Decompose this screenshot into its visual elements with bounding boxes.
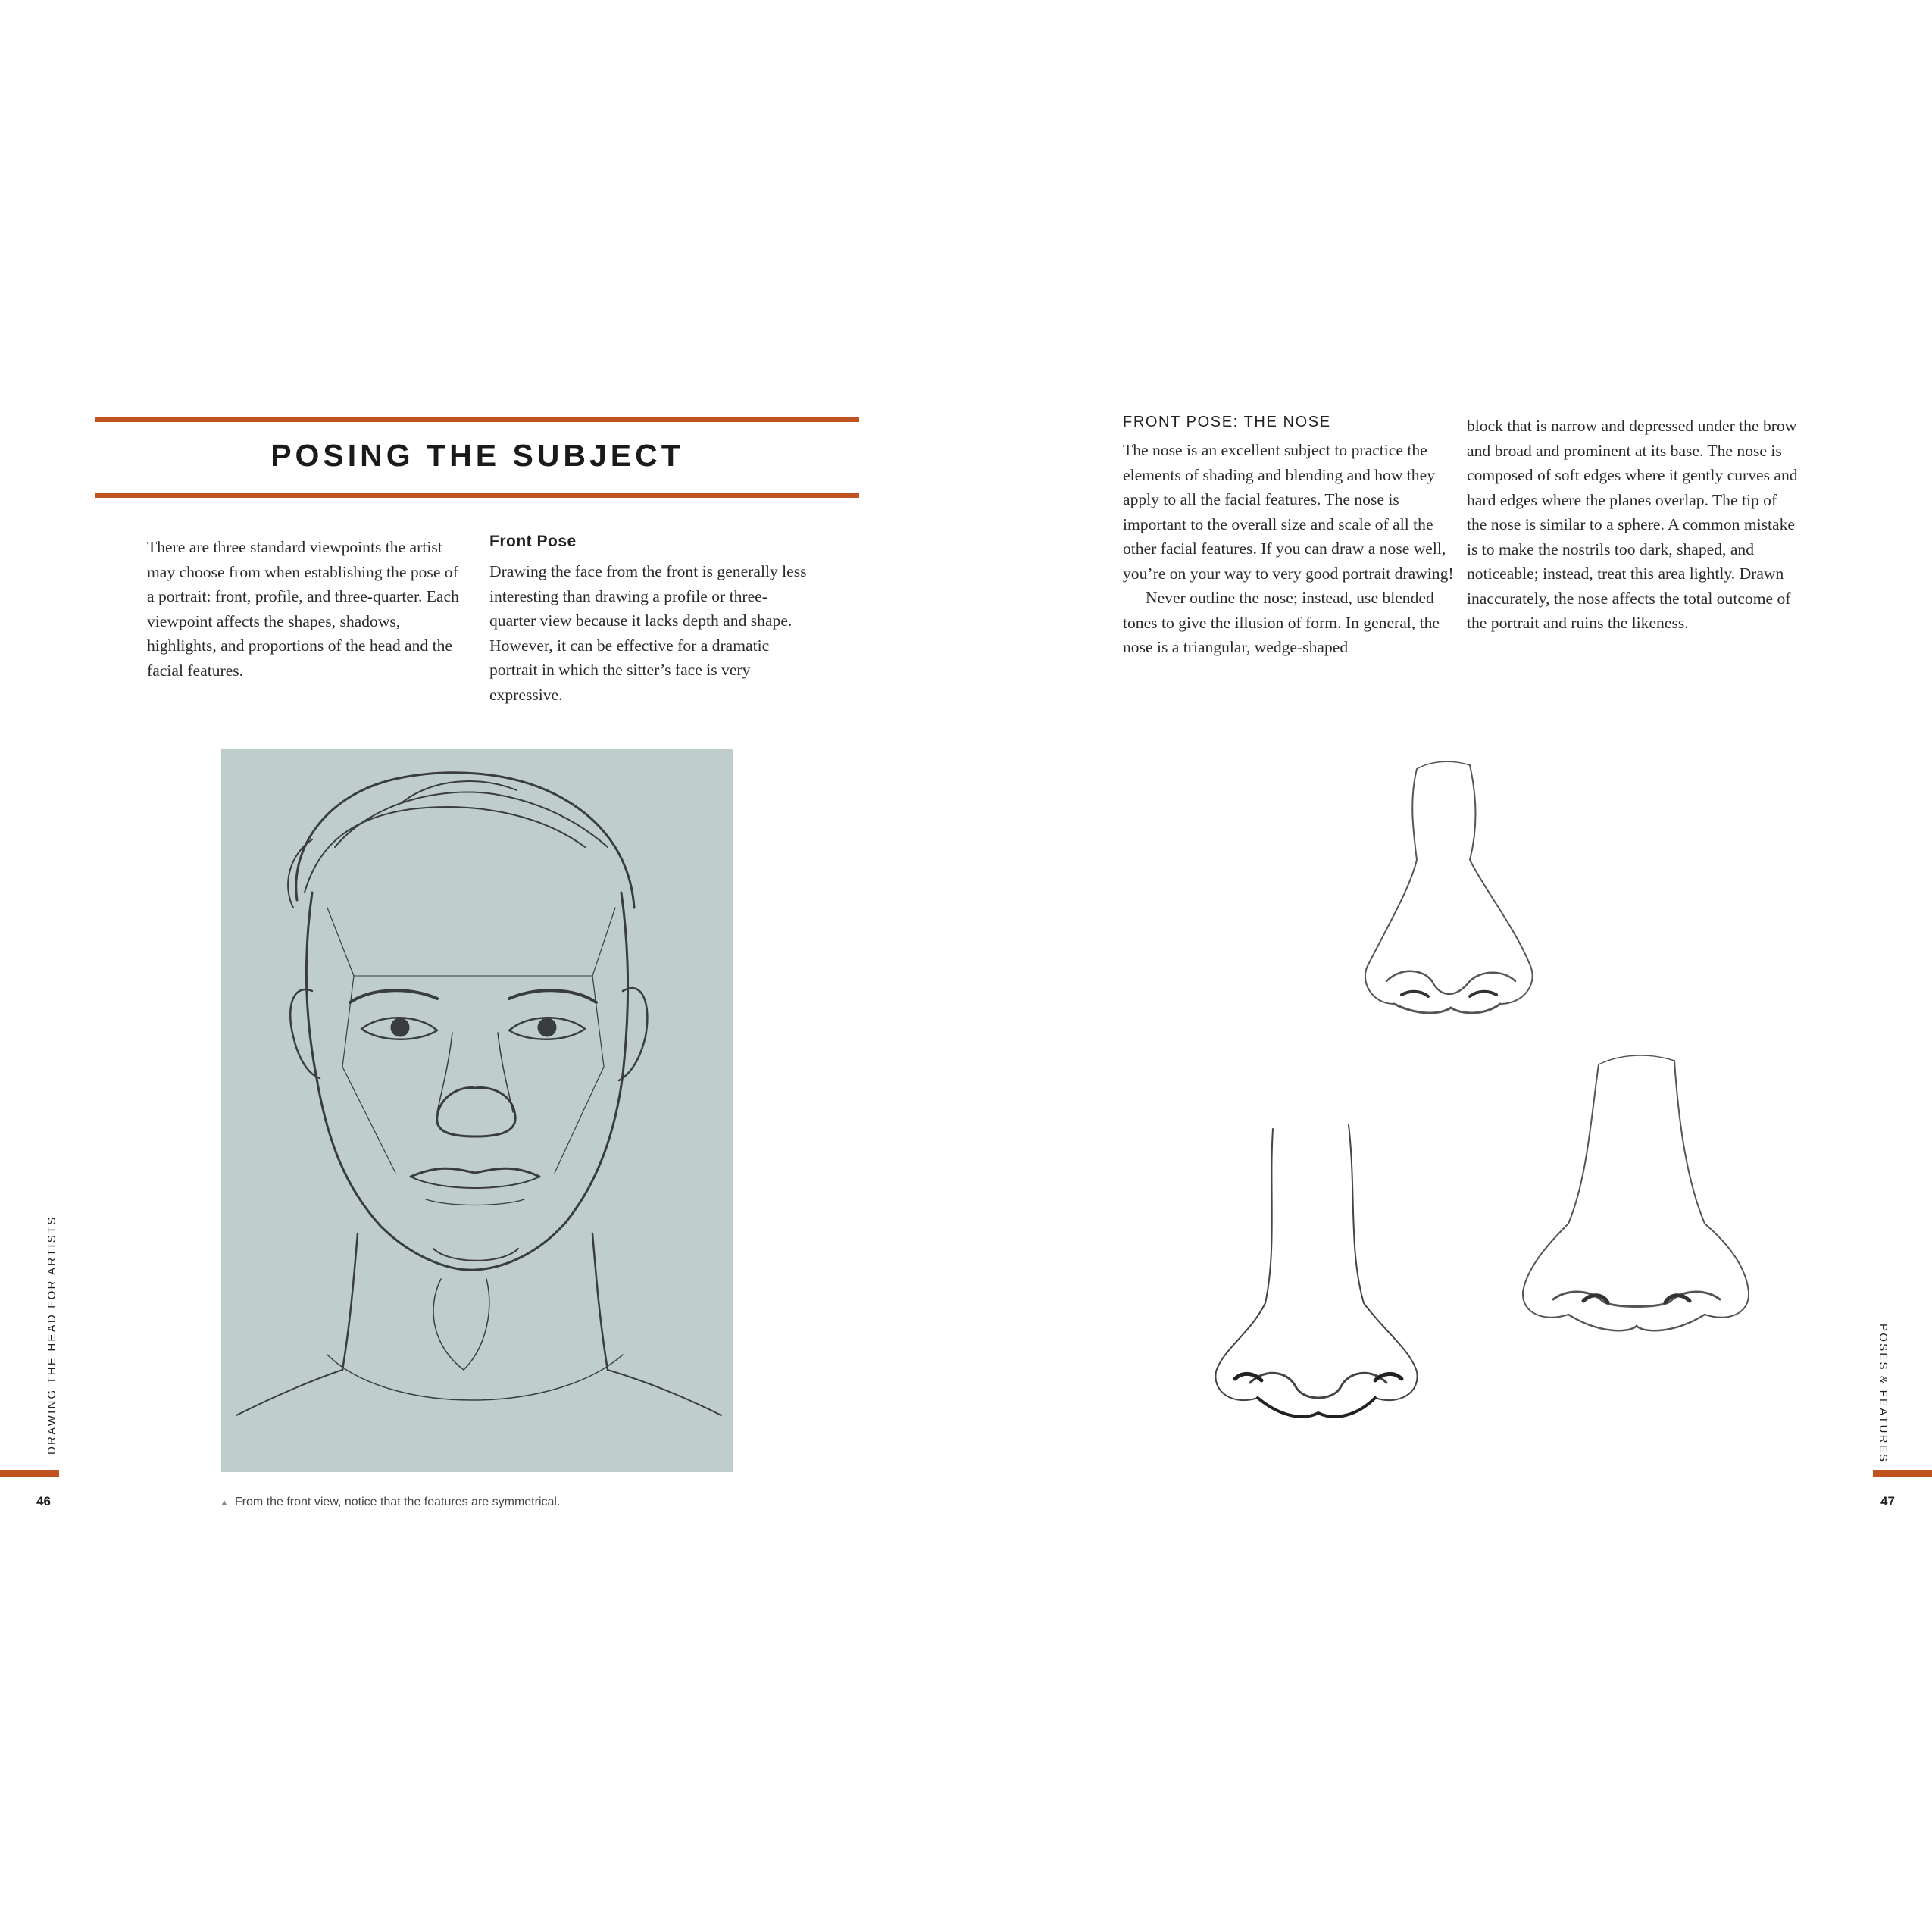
triangle-up-icon: ▲ (220, 1497, 229, 1508)
nose-paragraph-2-end: block that is narrow and depressed under the brow and broad and prominent at its base. The nose is composed of soft edges where it gently curves and hard edges where the planes overlap. The tip of the nose is similar to a sphere. A common mistake is to make the nostrils too dark, shaped, and noticeable; instead, treat this area lightly. Drawn inaccurately, the nose affects the total outcome of the portrait and ruins the likeness. (1467, 417, 1798, 632)
intro-paragraph (147, 535, 465, 683)
right-page-number: 47 (1880, 1494, 1895, 1508)
nose-text-column-1 (1123, 438, 1456, 660)
nose-sketch-bottom-right (1515, 1049, 1758, 1368)
figure-caption (220, 1496, 560, 1509)
title-rule-top (95, 417, 859, 422)
intro-text: There are three standard viewpoints the artist may choose from when establishing the pose of a portrait: front, profile, and three-quarter. Each viewpoint affects the shapes, shadows, highlights, and proportions of the head and the facial features. (147, 538, 459, 680)
nose-paragraph-2-start: Never outline the nose; instead, use blended tones to give the illusion of form. In general, the nose is a triangular, wedge-shaped (1123, 589, 1440, 656)
left-page-number: 46 (36, 1494, 51, 1508)
right-side-label: POSES & FEATURES (1877, 1324, 1890, 1464)
front-pose-heading: Front Pose (489, 533, 577, 550)
caption-text: From the front view, notice that the features are symmetrical. (234, 1496, 561, 1508)
left-side-label: DRAWING THE HEAD FOR ARTISTS (45, 1215, 58, 1455)
nose-heading: FRONT POSE: THE NOSE (1123, 414, 1331, 430)
nose-text-column-2 (1467, 414, 1800, 636)
nose-sketch-top (1356, 754, 1546, 1030)
nose-sketch-bottom-left (1205, 1114, 1432, 1432)
title-rule-bottom (95, 493, 859, 498)
front-portrait-sketch (221, 749, 733, 1472)
left-page-tab (0, 1470, 59, 1477)
nose-paragraph-1: The nose is an excellent subject to practice the elements of shading and blending and how they apply to all the facial features. The nose is important to the overall size and scale of all the other facial features. If you can draw a nose well, you’re on your way to very good portrait drawing! (1123, 441, 1454, 583)
right-page-tab (1873, 1470, 1932, 1477)
front-pose-body (489, 559, 808, 707)
front-pose-text: Drawing the face from the front is generally less interesting than drawing a profile or three-quarter view because it lacks depth and shape. However, it can be effective for a dramatic portrait in which the sitter’s face is very expressive. (489, 562, 807, 704)
page-title: POSING THE SUBJECT (270, 438, 684, 473)
